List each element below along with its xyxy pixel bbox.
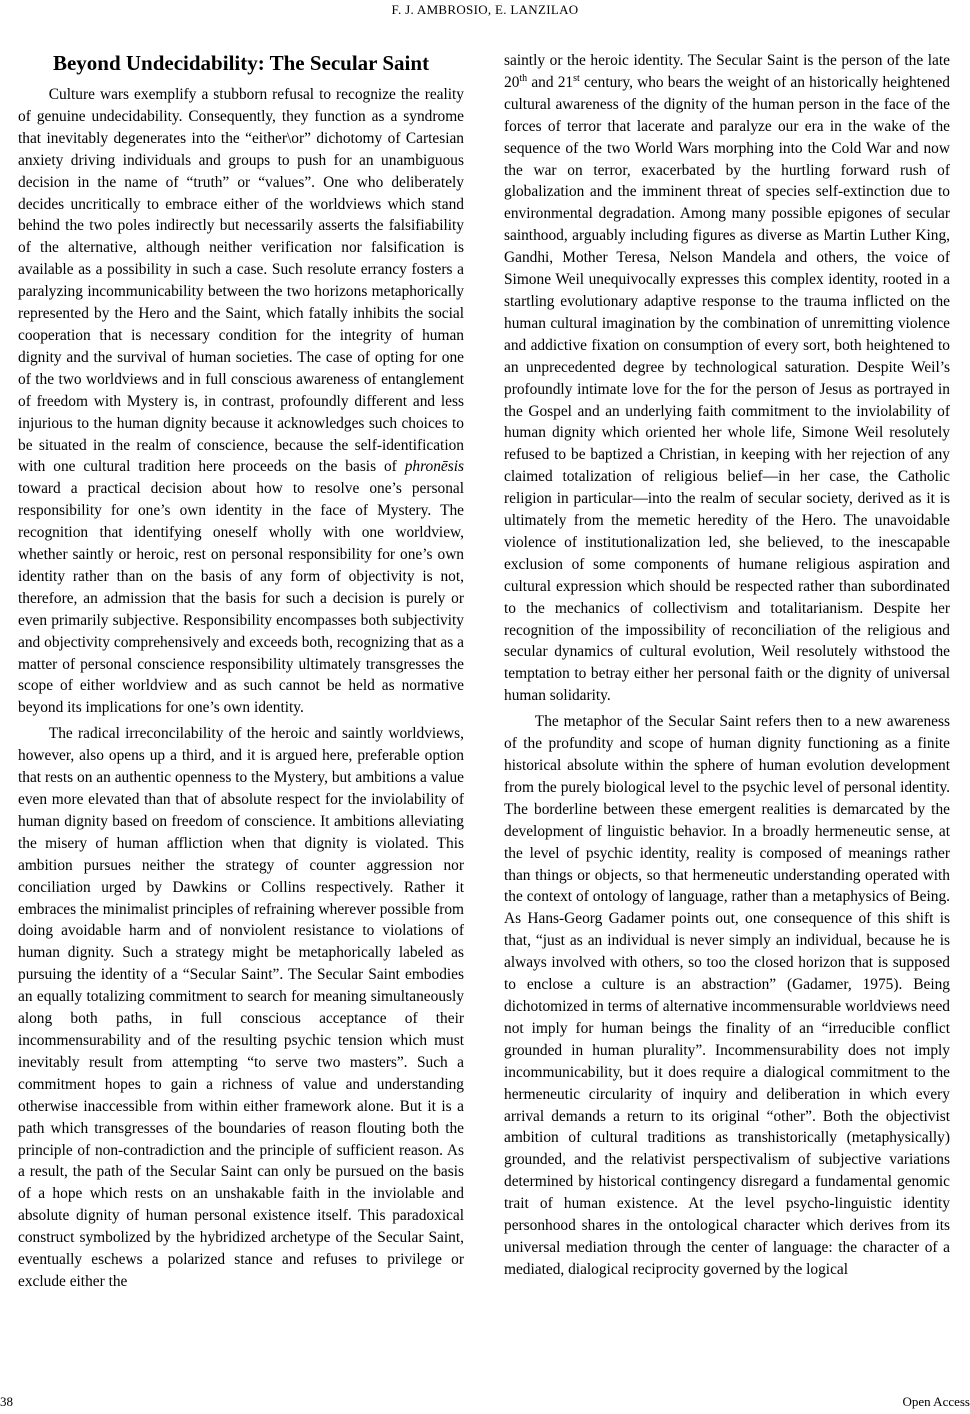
paragraph-text: toward a practical decision about how to resolve one’s personal responsibility for one’s own identity in the face of Mystery. The recognition that identifying oneself wholly with one worldview, whether saintly or heroic, rest on personal responsibility for one’s own identity rather than on the basis of any form of objectivity is not, therefore, an admission that the basis for such a decision is purely or even primarily subjective. Responsibility encompasses both subjectivity and objectivity comprehensively and exceeds both, recognizing that as a matter of personal conscience responsibility ultimately transgresses the scope of either worldview and as such cannot be held as normative beyond its implications for one’s own identity. (18, 480, 464, 717)
left-column (18, 50, 464, 1293)
paragraph (504, 50, 950, 707)
superscript-th: th (519, 72, 528, 84)
paragraph-text: and 21 (531, 73, 574, 91)
phronesis-term: phronēsis (404, 458, 464, 476)
paragraph: The metaphor of the Secular Saint refers then to a new awareness of the profundity and scope of human dignity functioning as a finite historical absolute within the sphere of human evolution development from the purely biological level to the psychic level of personal identity. The borderline between these emergent realities is demarcated by the development of linguistic behavior. In a broadly hermeneutic sense, at the level of psychic identity, reality is composed of meanings rather than things or objects, so that hermeneutic understanding operated with the context of ontology of language, rather than a metaphysics of Being. As Hans-Georg Gadamer points out, one consequence of this shift is that, “just as an individual is never simply an individual, because he is always involved with others, so too the closed horizon that is supposed to enclose a culture is an abstraction” (Gadamer, 1975). Being dichotomized in terms of alternative incommensurable worldviews need not imply for human beings the finality of an “irreducible conflict grounded in human plurality”. Incommensurability does not imply incommunicability, but it does require a dialogical commitment to the hermeneutic circularity of inquiry and deliberation in which every arrival demands a return to its original “other”. Both the objectivist ambition of cultural traditions as transhistorically (metaphysically) grounded, and the relativist perspectivalism of subjective variations determined by historical contingency disregard a fundamental genomic trait of human existence. At the level psycho-linguistic identity personhood shares in the ontological character which derives from its universal mediation through the center of language: the character of a mediated, dialogical reciprocity governed by the logical (504, 713, 950, 1278)
right-column (504, 50, 950, 1281)
paragraph-text: Culture wars exemplify a stubborn refusal to recognize the reality of genuine undecidability. Consequently, they function as a syndrome that inevitably degenerates into the “either\or” dichotomy of Cartesian anxiety driving individuals and groups to push for an unambiguous decision in the name of “truth” or “values”. One who deliberately decides uncritically to embrace either of the worldviews which stand behind the two poles indirectly but necessarily asserts the falsifiability of the alternative, although neither verification nor falsification is available as a possibility in such a case. Such resolute errancy fosters a paralyzing incommunicability between the two horizons metaphorically represented by the Hero and the Saint, which fatally inhibits the social cooperation that is necessary condition for the integrity of human dignity and the survival of human societies. The case of opting for one of the two worldviews and in full conscious awareness of entanglement of freedom with Mystery is, in contrast, profoundly different and less injurious to the human dignity because it acknowledges such choices to be situated in the realm of conscience, because the self-identification with one cultural tradition here proceeds on the basis of (18, 86, 464, 476)
paragraph-text: saintly or the heroic identity. The Secular Saint is the person of the late 20 (504, 52, 950, 91)
running-head: F. J. AMBROSIO, E. LANZILAO (391, 2, 579, 17)
footer-label: Open Access (902, 1394, 970, 1409)
section-title: Beyond Undecidability: The Secular Saint (52, 51, 430, 75)
paragraph-text: century, who bears the weight of an historically heightened cultural awareness of the dignity of the human person in the face of the forces of terror that lacerate and paralyze our era in the wake of the sequence of the two World Wars morphing into the Cold War and now the war on terror, exacerbated by the hurtling forward rush of globalization and the imminent threat of species self-extinction due to environmental degradation. Among many possible epigones of secular sainthood, arguably including figures as diverse as Martin Luther King, Gandhi, Mother Teresa, Nelson Mandela and others, the voice of Simone Weil unequivocally expresses this complex identity, rooted in a startling evolutionary adaptive response to the trauma inflicted on the human cultural imagination by the combination of unremitting violence and addictive fixation on consumption of every sort, both heightened to an unprecedented degree by technological saturation. Despite Weil’s profoundly intimate love for the for the person of Jesus as portrayed in the Gospel and an underlying faith commitment to the inviolability of human dignity which oriented her whole life, Simone Weil resolutely refused to be baptized a Christian, in keeping with her rejection of any claimed totalization of religious belief—in her case, the Catholic religion in particular—into the realm of secular society, derived as it is ultimately from the memetic heredity of the Hero. The unavoidable violence of institutionalization led, she believed, to the inescapable exclusion of some components of humane religious aspiration and cultural expression which should be respected rather than subordinated to the mechanics of collectivism and totalitarianism. Despite her recognition of the impossibility of reconciliation of the religious and secular dynamics of cultural evolution, Weil resolutely withstood the temptation to betray either her personal faith or the dignity of universal human solidarity. (504, 73, 951, 705)
paragraph (18, 84, 464, 719)
paragraph: The radical irreconcilability of the heroic and saintly worldviews, however, also opens up a third, and it is argued here, preferable option that rests on an authentic openness to the Mystery, but ambitions a value even more elevated than that of absolute respect for the inviolability of human dignity based on freedom of conscience. It ambitions alleviating the misery of human affliction when that dignity is violated. This ambition pursues neither the strategy of counter aggression nor conciliation urged by Dawkins or Collins respectively. Rather it embraces the minimalist principles of refraining wherever possible from doing avoidable harm and of nonviolent resistance to violations of human dignity. Such a strategy might be metaphorically labeled as pursuing the identity of a “Secular Saint”. The Secular Saint embodies an equally totalizing commitment to search for meaning simultaneously along both paths, in full conscious acceptance of their incommensurability and of the resulting psychic tension which must inevitably result from attempting “to serve two masters”. Such a commitment hopes to gain a richness of value and understanding otherwise inaccessible from within either framework alone. But it is a path which transgresses of the boundaries of reason flouting both the principle of non-contradiction and the principle of sufficient reason. As a result, the path of the Secular Saint can only be pursued on the basis of a hope which rests on an unshakable faith in the inviolable and absolute dignity of human personal existence itself. This paradoxical construct symbolized by the hybridized archetype of the Secular Saint, eventually eschews a polarized stance and refuses to privilege or exclude either the (18, 725, 464, 1290)
superscript-st: st (573, 72, 580, 84)
page-number: 38 (0, 1394, 13, 1409)
